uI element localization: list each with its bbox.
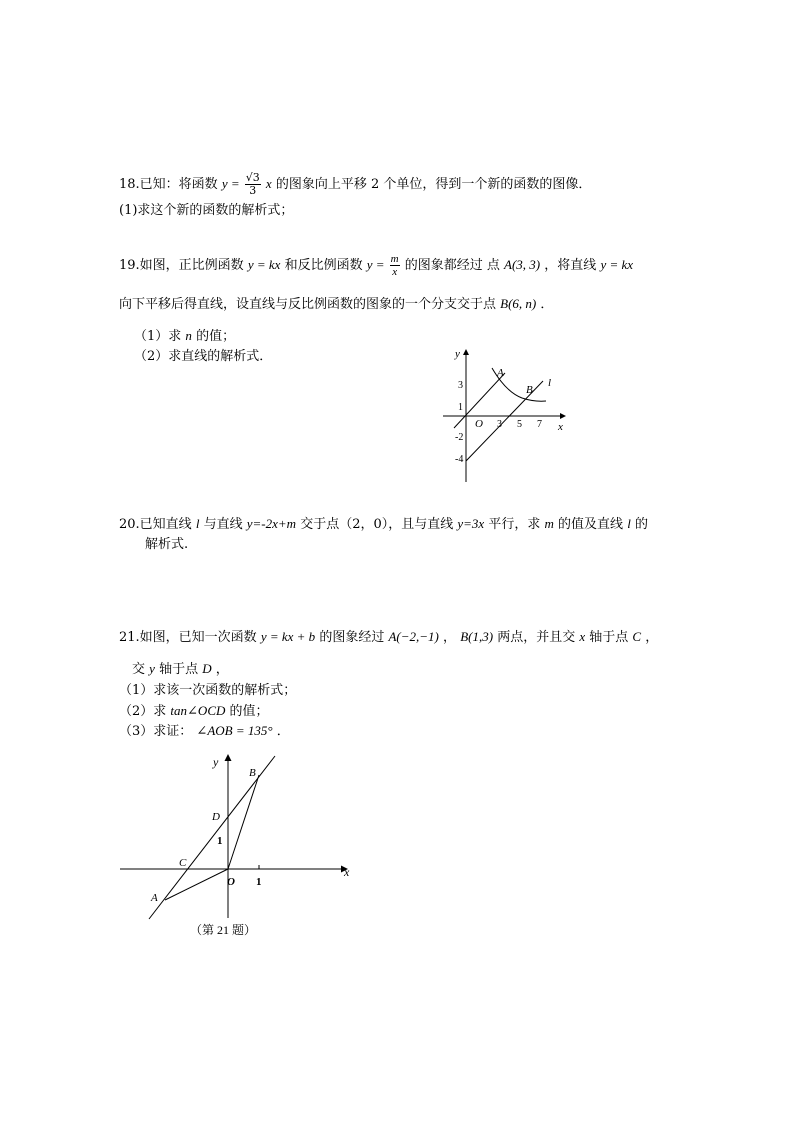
q21-part2-expr: tan∠OCD (170, 703, 226, 718)
q19-tick-x: 7 (537, 419, 542, 430)
q21-text-a: 21.如图，已知一次函数 (119, 630, 257, 645)
q20-line2: 解析式. (145, 537, 189, 552)
q21-var-d: D (202, 661, 212, 676)
q19-line1 (119, 253, 633, 278)
q19-text-d: ，将直线 (544, 258, 597, 273)
q20-text-a: 20.已知直线 (119, 517, 192, 532)
q19-frac-den: x (392, 266, 398, 278)
q19-y-label: y (455, 348, 460, 360)
q21-line1 (119, 629, 658, 646)
q21-text-i: ， (215, 662, 229, 677)
q19-tick-y: -2 (455, 432, 464, 443)
q21-caption: （第 21 题） (190, 923, 257, 937)
q19-part1-b: 的值； (196, 329, 236, 344)
q19-text-a: 19.如图，正比例函数 (119, 258, 244, 273)
q19-eq2: y = kx (600, 257, 634, 272)
q19-point-a: A(3, 3) (504, 257, 541, 272)
q21-text-b: 的图象经过 (319, 630, 385, 645)
q21-var-x: x (579, 629, 586, 644)
q18-fraction (245, 172, 261, 197)
q19-tick-x: 3 (497, 419, 502, 430)
q18-frac-num: √3 (245, 171, 260, 184)
q21-text-h: 轴于点 (159, 662, 199, 677)
q21-part3-b: ． (276, 724, 290, 739)
q21-part3-expr: ∠AOB = 135° (196, 723, 273, 738)
q21-part1: （1）求该一次函数的解析式； (119, 683, 297, 698)
q19-text-b: 和反比例函数 (284, 258, 363, 273)
q21-text-g: 交 (132, 662, 146, 677)
q21-y-label: y (213, 755, 219, 769)
q19-x-label: x (558, 421, 563, 433)
q19-part1-var: n (185, 328, 192, 343)
q21-point-a-label: A (151, 892, 158, 904)
q19-tick-y: -4 (455, 454, 464, 465)
q21-origin-label: O (227, 876, 235, 888)
q19-text-c: 的图象都经过 点 (404, 258, 500, 273)
q21-line-ab (149, 756, 275, 919)
q20-l2: l (627, 516, 631, 531)
q20-text-b: 与直线 (203, 517, 243, 532)
q21-text-e: 轴于点 (589, 630, 629, 645)
q20-line1 (119, 516, 648, 533)
q18-line1 (119, 172, 591, 197)
q21-point-b: B(1,3) (460, 629, 494, 644)
q18-text-a: 18.已知：将函数 (119, 177, 218, 192)
q21-var-c: C (632, 629, 642, 644)
q19-point-b: B(6, n) (500, 296, 537, 311)
q21-var-y: y (149, 661, 155, 676)
q18-frac-den: 3 (249, 184, 257, 197)
q19-tick-y: 3 (458, 380, 463, 391)
q19-point-b-label: B (526, 384, 533, 396)
q20-text-e: 的值及直线 (558, 517, 624, 532)
q20-text-f: 的 (634, 517, 648, 532)
q20-var-m: m (544, 516, 554, 531)
q19-point-a-label: A (497, 367, 504, 379)
q19-line-l-label: l (548, 377, 552, 389)
q21-figure (115, 748, 365, 943)
q21-part2-b: 的值； (229, 704, 269, 719)
q19-figure (430, 340, 580, 490)
q20-text-d: 平行，求 (488, 517, 541, 532)
q19-line2 (119, 296, 553, 313)
q19-y-eq: y = (366, 257, 385, 272)
q19-part1-a: （1）求 (134, 329, 182, 344)
q18-text-b: 的图象向上平移 2 个单位，得到一个新的函数的图像． (275, 177, 592, 192)
q21-tick-y: 1 (217, 835, 223, 847)
q21-part3-a: （3）求证： (119, 724, 193, 739)
q18-part1: (1)求这个新的函数的解析式； (119, 203, 294, 218)
q20-l1: l (195, 516, 200, 531)
q21-tick-x: 1 (256, 876, 262, 888)
q19-frac-num: m (390, 253, 399, 265)
q19-text-e: 向下平移后得直线，设直线与反比例函数的图象的一个分支交于点 (119, 297, 497, 312)
q20-eq2: y=3x (457, 516, 485, 531)
q20-eq1: y=-2x+m (246, 516, 297, 531)
q21-point-b-label: B (249, 767, 256, 779)
q19-part2: （2）求直线的解析式． (134, 349, 273, 364)
q21-text-d: 两点，并且交 (497, 630, 576, 645)
q19-eq1: y = kx (247, 257, 281, 272)
q18-y-eq: y = (221, 176, 240, 191)
q19-tick-x: 5 (517, 419, 522, 430)
q21-segment-ob (228, 775, 259, 869)
q19-part1 (134, 328, 235, 345)
q19-tick-y: 1 (458, 402, 463, 413)
q21-segment-oa (165, 869, 228, 900)
q21-part2 (119, 703, 269, 720)
q21-x-label: x (344, 865, 350, 879)
q21-part3 (119, 723, 290, 740)
q21-line2 (132, 661, 229, 678)
q21-text-f: ， (645, 630, 659, 645)
q21-point-c-label: C (179, 857, 187, 869)
q18-x: x (265, 176, 272, 191)
q21-text-c: ， (443, 630, 457, 645)
q21-part2-a: （2）求 (119, 704, 167, 719)
q20-text-c: 交于点（2，0），且与直线 (300, 517, 454, 532)
q19-origin-label: O (475, 418, 483, 430)
q21-point-a: A(−2,−1) (388, 629, 439, 644)
q21-point-d-label: D (212, 811, 220, 823)
q21-eq: y = kx + b (260, 629, 316, 644)
q19-fraction (390, 253, 400, 278)
q19-text-f: ． (540, 297, 554, 312)
